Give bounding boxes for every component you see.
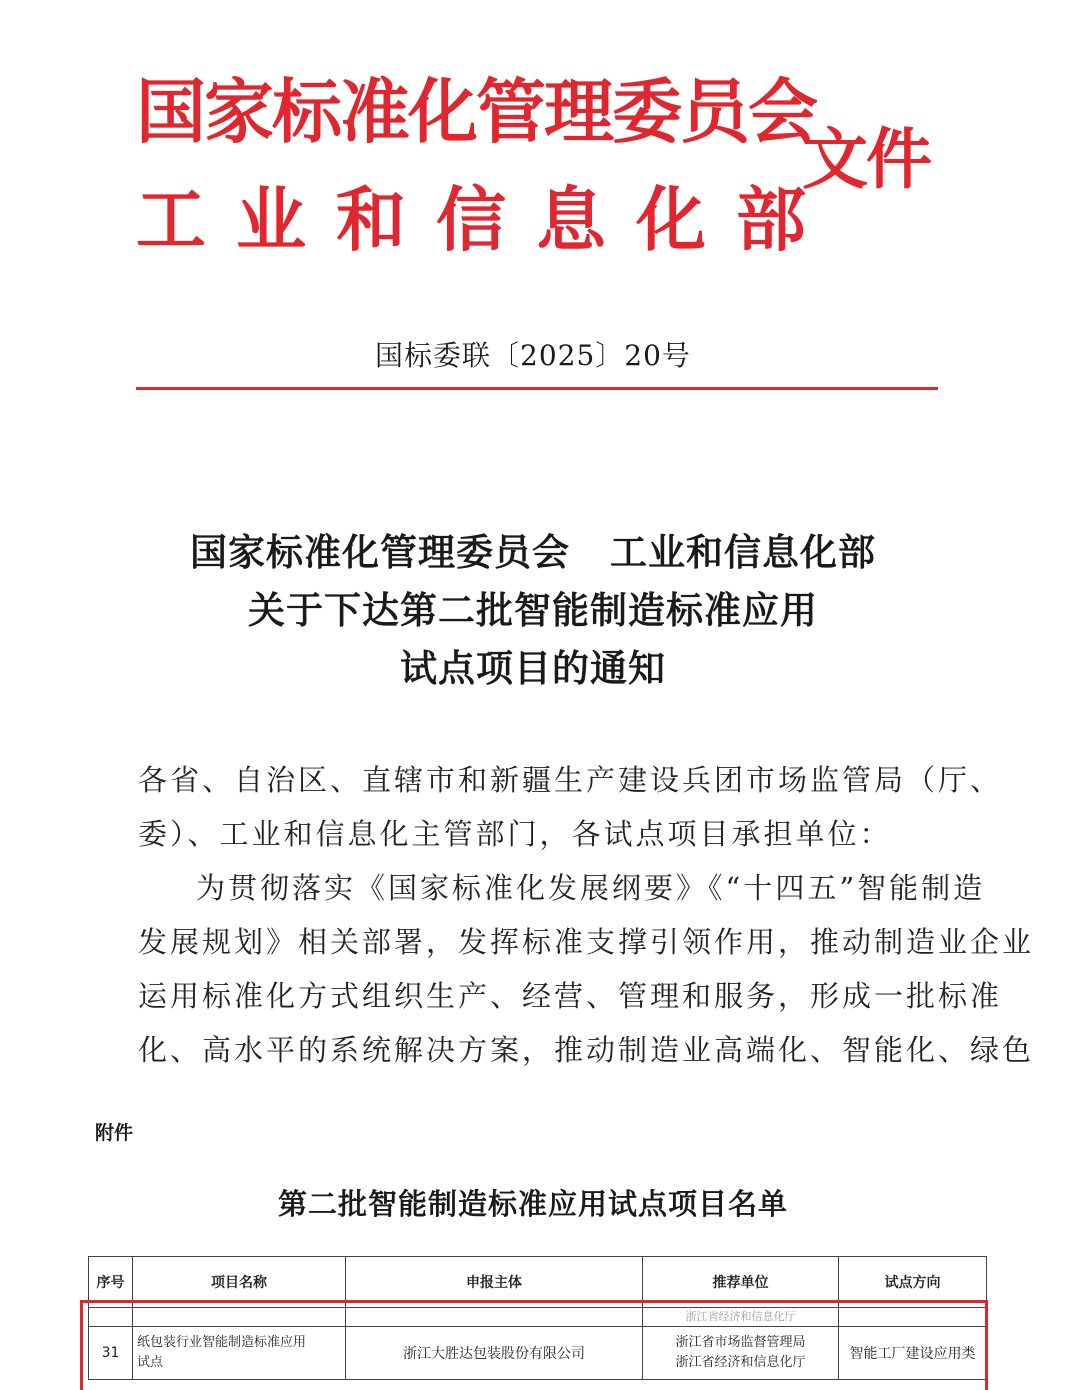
document-title-line-3: 试点项目的通知	[400, 646, 666, 690]
letterhead-org-1: 国家标准化管理委员会	[136, 70, 816, 153]
column-header: 申报主体	[346, 1257, 643, 1308]
attachment-title: 第二批智能制造标准应用试点项目名单	[277, 1187, 788, 1221]
body-line: 各省、自治区、直辖市和新疆生产建设兵团市场监管局（厅、	[138, 763, 1003, 797]
title-org-1: 国家标准化管理委员会	[190, 530, 570, 574]
document-title-line-1	[0, 527, 1066, 577]
column-header: 推荐单位	[643, 1257, 839, 1308]
letterhead-org-2: 工业和信息化部	[136, 178, 836, 261]
applicant: 浙江大胜达包装股份有限公司	[346, 1327, 643, 1380]
body-line: 委）、工业和信息化主管部门，各试点项目承担单位：	[138, 817, 892, 851]
document-number: 国标委联〔2025〕20号	[375, 339, 691, 372]
red-divider	[136, 387, 938, 390]
highlight-box	[80, 1300, 988, 1390]
body-line: 化、高水平的系统解决方案，推动制造业高端化、智能化、绿色	[138, 1033, 1035, 1067]
body-line: 为贯彻落实《国家标准化发展纲要》《“十四五”智能制造	[196, 871, 986, 905]
prev-row-recommender: 浙江省经济和信息化厅	[685, 1310, 796, 1323]
title-org-2: 工业和信息化部	[610, 530, 876, 574]
column-header: 项目名称	[133, 1257, 346, 1308]
attachment-label: 附件	[95, 1122, 134, 1144]
row-number: 31	[89, 1327, 133, 1380]
letterhead-suffix: 文件	[802, 120, 930, 198]
column-header: 试点方向	[839, 1257, 987, 1308]
document-title-line-2: 关于下达第二批智能制造标准应用	[248, 588, 818, 632]
body-line: 运用标准化方式组织生产、经营、管理和服务，形成一批标准	[138, 979, 1003, 1013]
project-name: 纸包装行业智能制造标准应用 试点	[133, 1327, 346, 1380]
pilot-direction: 智能工厂建设应用类	[839, 1327, 987, 1380]
column-header: 序号	[89, 1257, 133, 1308]
body-line: 发展规划》相关部署，发挥标准支撑引领作用，推动制造业企业	[138, 925, 1035, 959]
recommender: 浙江省市场监督管理局 浙江省经济和信息化厅	[643, 1327, 839, 1380]
